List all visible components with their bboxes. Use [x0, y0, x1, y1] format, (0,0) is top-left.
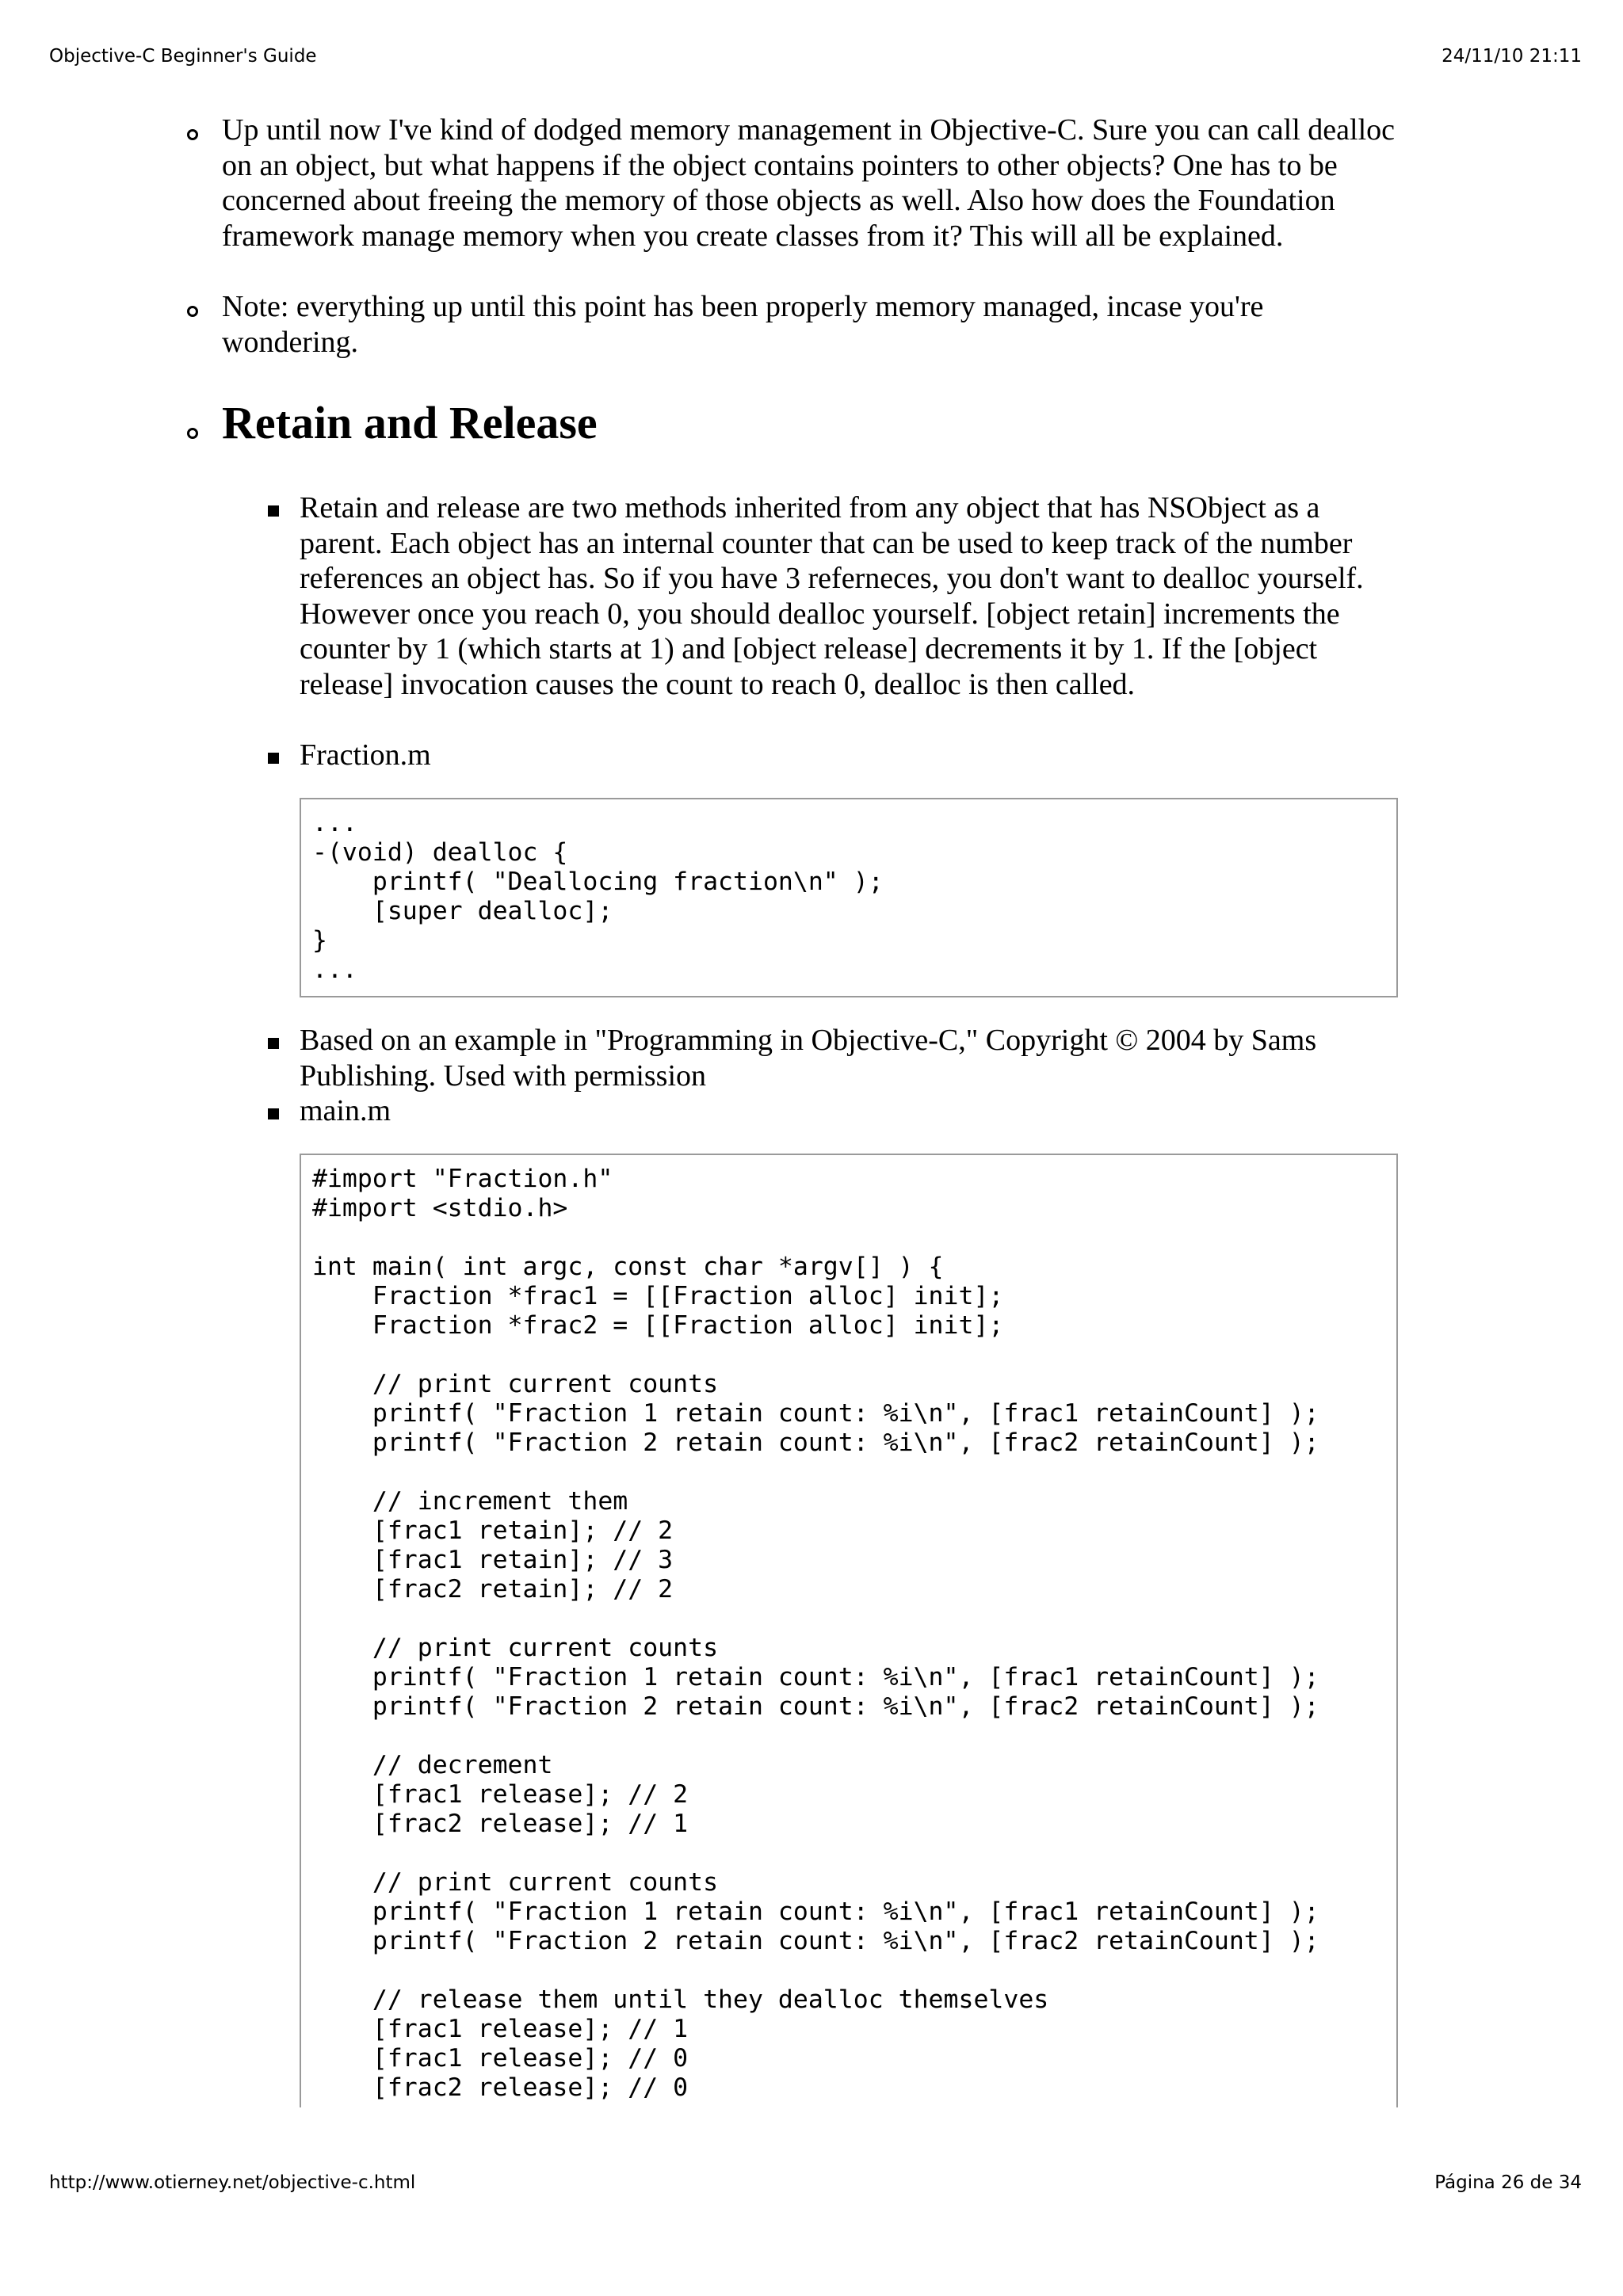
- circle-bullet-icon: [187, 306, 198, 317]
- intro-item-note: Note: everything up until this point has been properly memory managed, incase you're wondering.: [222, 290, 1264, 359]
- copyright-note: Based on an example in "Programming in Objective-C," Copyright © 2004 by Sams Publishing. Used with permission: [300, 1024, 1317, 1093]
- code-block-main-m: #import "Fraction.h" #import <stdio.h> int main( int argc, const char *argv[] ) { Fraction *frac1 = [[Fraction alloc] init]; Fraction *frac2 = [[Fraction alloc] init]; // print current counts printf( "Fraction 1 retain count: %i\n", [frac1 retainCount] ); printf( "Fraction 2 retain count: %i\n", [frac2 retainCount] ); // increment them [frac1 retain]; // 2 [frac1 retain]; // 3 [frac2 retain]; // 2 // print current counts printf( "Fraction 1 retain count: %i\n", [frac1 retainCount] ); printf( "Fraction 2 retain count: %i\n", [frac2 retainCount] ); // decrement [frac1 release]; // 2 [frac2 release]; // 1 // print current counts printf( "Fraction 1 retain count: %i\n", [frac1 retainCount] ); printf( "Fraction 2 retain count: %i\n", [frac2 retainCount] ); // release them until they dealloc themselves [frac1 release]; // 1 [frac1 release]; // 0 [frac2 release]; // 0: [300, 1154, 1398, 2107]
- square-bullet-icon: [268, 1108, 279, 1119]
- intro-item-memory: Up until now I've kind of dodged memory management in Objective-C. Sure you can call dealloc on an object, but what happens if the object contains pointers to other objects? One has to be concerned about freeing the memory of those objects as well. Also how does the Foundation framework manage memory when you create classes from it? This will all be explained.: [222, 113, 1395, 253]
- code-block-fraction-m: ... -(void) dealloc { printf( "Deallocing fraction\n" ); [super dealloc]; } ...: [300, 798, 1398, 997]
- print-header-title: Objective-C Beginner's Guide: [49, 46, 317, 67]
- section-heading: Retain and Release: [222, 397, 598, 448]
- print-header-timestamp: 24/11/10 21:11: [1442, 46, 1582, 67]
- retain-release-description: Retain and release are two methods inherited from any object that has NSObject as a parent. Each object has an internal counter that can be used to keep track of the number references an object has. So if you have 3 referneces, you don't want to dealloc yourself. However once you reach 0, you should dealloc yourself. [object retain] increments the counter by 1 (which starts at 1) and [object release] decrements it by 1. If the [object release] invocation causes the count to reach 0, dealloc is then called.: [300, 491, 1364, 701]
- square-bullet-icon: [268, 753, 279, 764]
- circle-bullet-icon: [187, 129, 198, 140]
- circle-bullet-icon: [187, 428, 198, 439]
- square-bullet-icon: [268, 1038, 279, 1049]
- print-footer-page-number: Página 26 de 34: [1434, 2172, 1582, 2193]
- print-footer-url: http://www.otierney.net/objective-c.html: [49, 2172, 416, 2193]
- main-m-label: main.m: [300, 1094, 391, 1127]
- fraction-m-label: Fraction.m: [300, 738, 431, 772]
- square-bullet-icon: [268, 505, 279, 517]
